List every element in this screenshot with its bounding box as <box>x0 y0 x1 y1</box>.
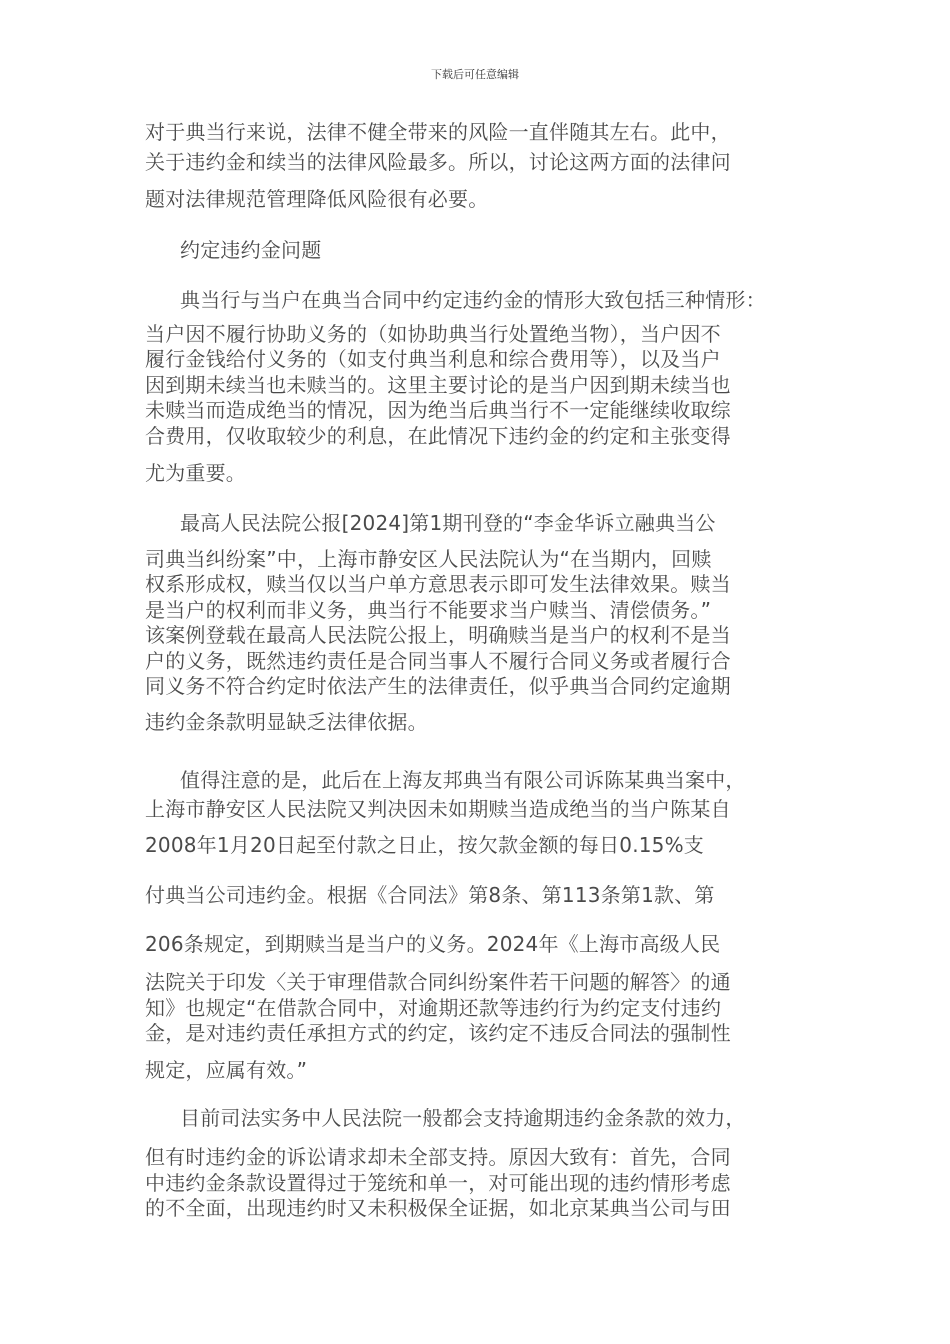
section-heading: 约定违约金问题 <box>180 238 322 262</box>
text-line: 违约金条款明显缺乏法律依据。 <box>145 710 428 734</box>
text-line: 规定，应属有效。” <box>145 1058 308 1082</box>
text-line: 金，是对违约责任承担方式的约定，该约定不违反合同法的强制性 <box>145 1021 731 1045</box>
text-line: 206条规定，到期赎当是当户的义务。2024年《上海市高级人民 <box>145 932 721 956</box>
text-line: 但有时违约金的诉讼请求却未全部支持。原因大致有：首先，合同 <box>145 1145 731 1169</box>
text-line: 司典当纠纷案”中，上海市静安区人民法院认为“在当期内，回赎 <box>145 547 712 571</box>
page-header: 下载后可任意编辑 <box>431 68 519 81</box>
text-line: 对于典当行来说，法律不健全带来的风险一直伴随其左右。此中， <box>145 120 731 144</box>
text-line: 是当户的权利而非义务，典当行不能要求当户赎当、清偿债务。” <box>145 598 712 622</box>
text-line: 知》也规定“在借款合同中，对逾期还款等违约行为约定支付违约 <box>145 996 722 1020</box>
text-line: 值得注意的是，此后在上海友邦典当有限公司诉陈某典当案中， <box>180 768 746 792</box>
text-line: 题对法律规范管理降低风险很有必要。 <box>145 187 489 211</box>
text-line: 同义务不符合约定时依法产生的法律责任，似乎典当合同约定逾期 <box>145 674 731 698</box>
text-line: 户的义务，既然违约责任是合同当事人不履行合同义务或者履行合 <box>145 649 731 673</box>
text-line: 中违约金条款设置得过于笼统和单一，对可能出现的违约情形考虑 <box>145 1171 731 1195</box>
text-line: 关于违约金和续当的法律风险最多。所以，讨论这两方面的法律问 <box>145 150 731 174</box>
text-line: 该案例登载在最高人民法院公报上，明确赎当是当户的权利不是当 <box>145 623 731 647</box>
text-line: 因到期未续当也未赎当的。这里主要讨论的是当户因到期未续当也 <box>145 373 731 397</box>
text-line: 法院关于印发〈关于审理借款合同纠纷案件若干问题的解答〉的通 <box>145 970 731 994</box>
text-line: 最高人民法院公报[2024]第1期刊登的“李金华诉立融典当公 <box>180 511 716 535</box>
text-line: 付典当公司违约金。根据《合同法》第8条、第113条第1款、第 <box>145 883 715 907</box>
text-line: 尤为重要。 <box>145 461 246 485</box>
text-line: 2008年1月20日起至付款之日止，按欠款金额的每日0.15%支 <box>145 833 705 857</box>
text-line: 目前司法实务中人民法院一般都会支持逾期违约金条款的效力， <box>180 1106 746 1130</box>
text-line: 履行金钱给付义务的（如支付典当利息和综合费用等），以及当户 <box>145 347 721 371</box>
text-line: 未赎当而造成绝当的情况，因为绝当后典当行不一定能继续收取综 <box>145 398 731 422</box>
text-line: 当户因不履行协助义务的（如协助典当行处置绝当物），当户因不 <box>145 322 721 346</box>
text-line: 上海市静安区人民法院又判决因未如期赎当造成绝当的当户陈某自 <box>145 797 731 821</box>
text-line: 的不全面，出现违约时又未积极保全证据，如北京某典当公司与田 <box>145 1196 731 1220</box>
text-line: 权系形成权，赎当仅以当户单方意思表示即可发生法律效果。赎当 <box>145 572 731 596</box>
text-line: 典当行与当户在典当合同中约定违约金的情形大致包括三种情形： <box>180 288 766 312</box>
text-line: 合费用，仅收取较少的利息，在此情况下违约金的约定和主张变得 <box>145 424 731 448</box>
